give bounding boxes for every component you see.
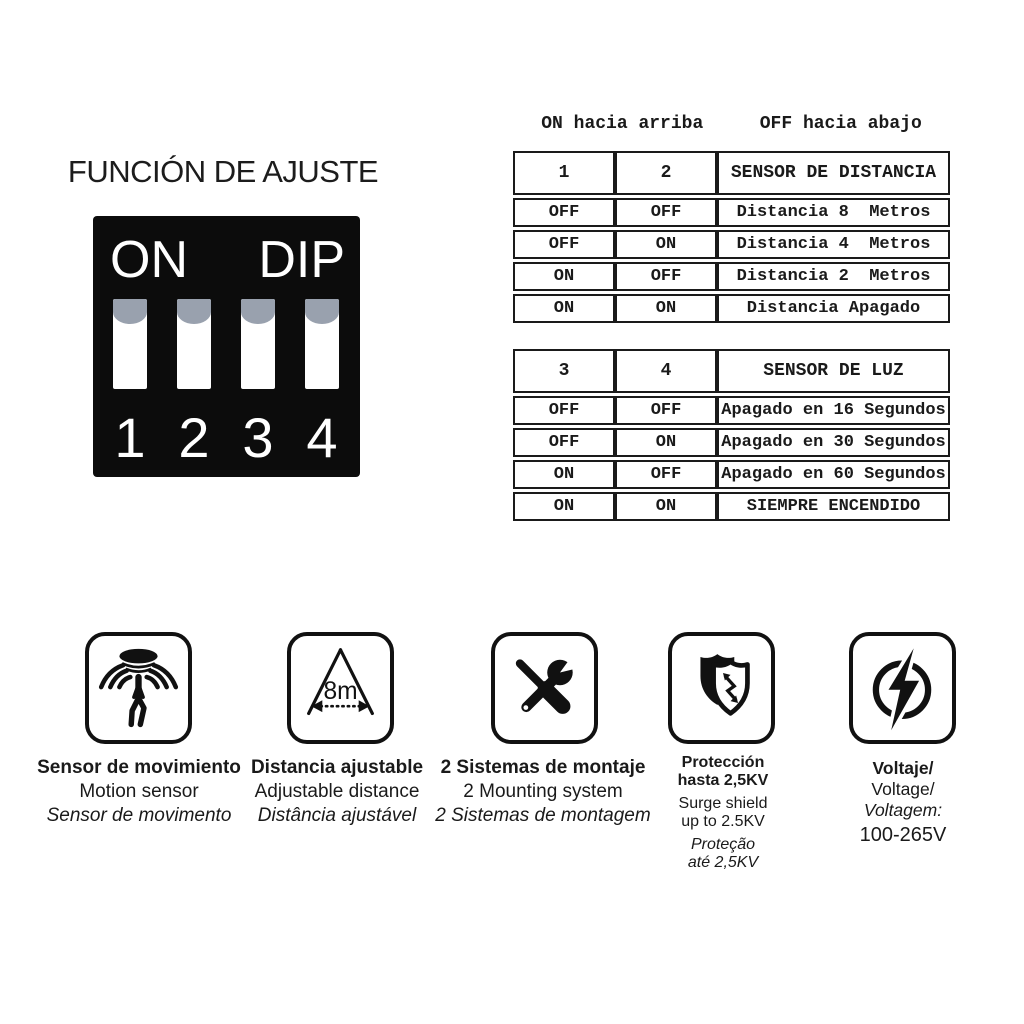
dip-switch-4-handle [305, 299, 339, 324]
label-line-en: 2 Mounting system [463, 781, 623, 802]
dip-switch-2 [177, 299, 211, 389]
cell: Apagado en 16 Segundos [717, 396, 950, 425]
table-row [513, 294, 950, 323]
label-line-en: Motion sensor [79, 781, 199, 802]
label-line-en: Adjustable distance [254, 781, 420, 802]
cell: ON [513, 460, 615, 489]
cell: SIEMPRE ENCENDIDO [717, 492, 950, 521]
dip-switch-3 [241, 299, 275, 389]
cell: OFF [513, 198, 615, 227]
dip-switch-4 [305, 299, 339, 389]
cell: OFF [615, 460, 717, 489]
label-line-pt: até 2,5KV [687, 854, 759, 871]
cell: Distancia Apagado [717, 294, 950, 323]
cell: Distancia 2 Metros [717, 262, 950, 291]
surge-shield-icon [676, 640, 770, 736]
cell: OFF [615, 396, 717, 425]
adjustable-distance-icon [295, 640, 386, 736]
page-title: FUNCIÓN DE AJUSTE [67, 154, 379, 189]
cell: Distancia 4 Metros [717, 230, 950, 259]
table-legend [513, 114, 950, 134]
distance-sensor-table [513, 148, 950, 326]
mounting-system-label [428, 756, 658, 828]
dip-number-3: 3 [242, 406, 274, 469]
table-header-row [513, 349, 950, 393]
header-cell: 1 [513, 151, 615, 195]
label-line-pt: Sensor de movimento [46, 805, 232, 826]
label-line-es: Sensor de movimiento [37, 757, 241, 778]
table-row [513, 262, 950, 291]
surge-protection-feature [668, 632, 775, 744]
dip-number-4: 4 [306, 406, 338, 469]
legend-on: ON hacia arriba [541, 114, 704, 134]
surge-protection-label [638, 754, 808, 872]
label-line-es: Protección [681, 754, 765, 771]
label-line-en: Voltage/ [871, 779, 935, 799]
table-row [513, 460, 950, 489]
dip-switch-3-handle [241, 299, 275, 324]
cell: OFF [513, 230, 615, 259]
table-header-row [513, 151, 950, 195]
cell: OFF [615, 198, 717, 227]
dip-number-2: 2 [178, 406, 210, 469]
label-line-es: Distancia ajustable [250, 757, 424, 778]
mounting-system-feature [491, 632, 598, 744]
header-cell: 2 [615, 151, 717, 195]
cell: Distancia 8 Metros [717, 198, 950, 227]
dip-dip-label: DIP [258, 231, 345, 289]
dip-on-label: ON [110, 231, 188, 289]
cell: OFF [513, 396, 615, 425]
label-line-pt: Proteção [690, 836, 756, 853]
cell: ON [615, 230, 717, 259]
dip-switch-illustration [93, 216, 360, 477]
cell: ON [513, 492, 615, 521]
dip-switch-1 [113, 299, 147, 389]
header-cell: 4 [615, 349, 717, 393]
cell: Apagado en 60 Segundos [717, 460, 950, 489]
voltage-feature [849, 632, 956, 744]
table-row [513, 198, 950, 227]
cell: OFF [615, 262, 717, 291]
distance-badge: 8m [323, 677, 358, 705]
table-row [513, 428, 950, 457]
motion-sensor-label [24, 756, 254, 828]
cell: ON [615, 294, 717, 323]
adjustable-distance-label [222, 756, 452, 828]
motion-sensor-feature [85, 632, 192, 744]
table-row [513, 230, 950, 259]
cell: ON [615, 428, 717, 457]
cell: ON [615, 492, 717, 521]
motion-sensor-icon [93, 640, 184, 736]
label-line-pt: Voltagem: [863, 800, 943, 820]
header-cell: 3 [513, 349, 615, 393]
table-row [513, 492, 950, 521]
label-line-en: up to 2.5KV [681, 813, 765, 830]
dip-number-1: 1 [114, 406, 146, 469]
light-sensor-table [513, 346, 950, 524]
mounting-tools-icon [499, 640, 590, 736]
voltage-icon [857, 640, 947, 736]
voltage-range: 100-265V [859, 824, 947, 846]
cell: ON [513, 262, 615, 291]
table-row [513, 396, 950, 425]
dip-switch-2-handle [177, 299, 211, 324]
cell: Apagado en 30 Segundos [717, 428, 950, 457]
voltage-label [818, 758, 988, 846]
dip-switch-1-handle [113, 299, 147, 324]
header-cell: SENSOR DE LUZ [717, 349, 950, 393]
label-line-pt: 2 Sistemas de montagem [435, 805, 651, 826]
header-cell: SENSOR DE DISTANCIA [717, 151, 950, 195]
label-line-pt: Distância ajustável [257, 805, 417, 826]
cell: OFF [513, 428, 615, 457]
adjustable-distance-feature [287, 632, 394, 744]
label-line-es: Voltaje/ [872, 758, 934, 778]
label-line-en: Surge shield [678, 795, 768, 812]
label-line-es: hasta 2,5KV [677, 772, 769, 789]
legend-off: OFF hacia abajo [759, 114, 922, 134]
label-line-es: 2 Sistemas de montaje [440, 757, 646, 778]
cell: ON [513, 294, 615, 323]
